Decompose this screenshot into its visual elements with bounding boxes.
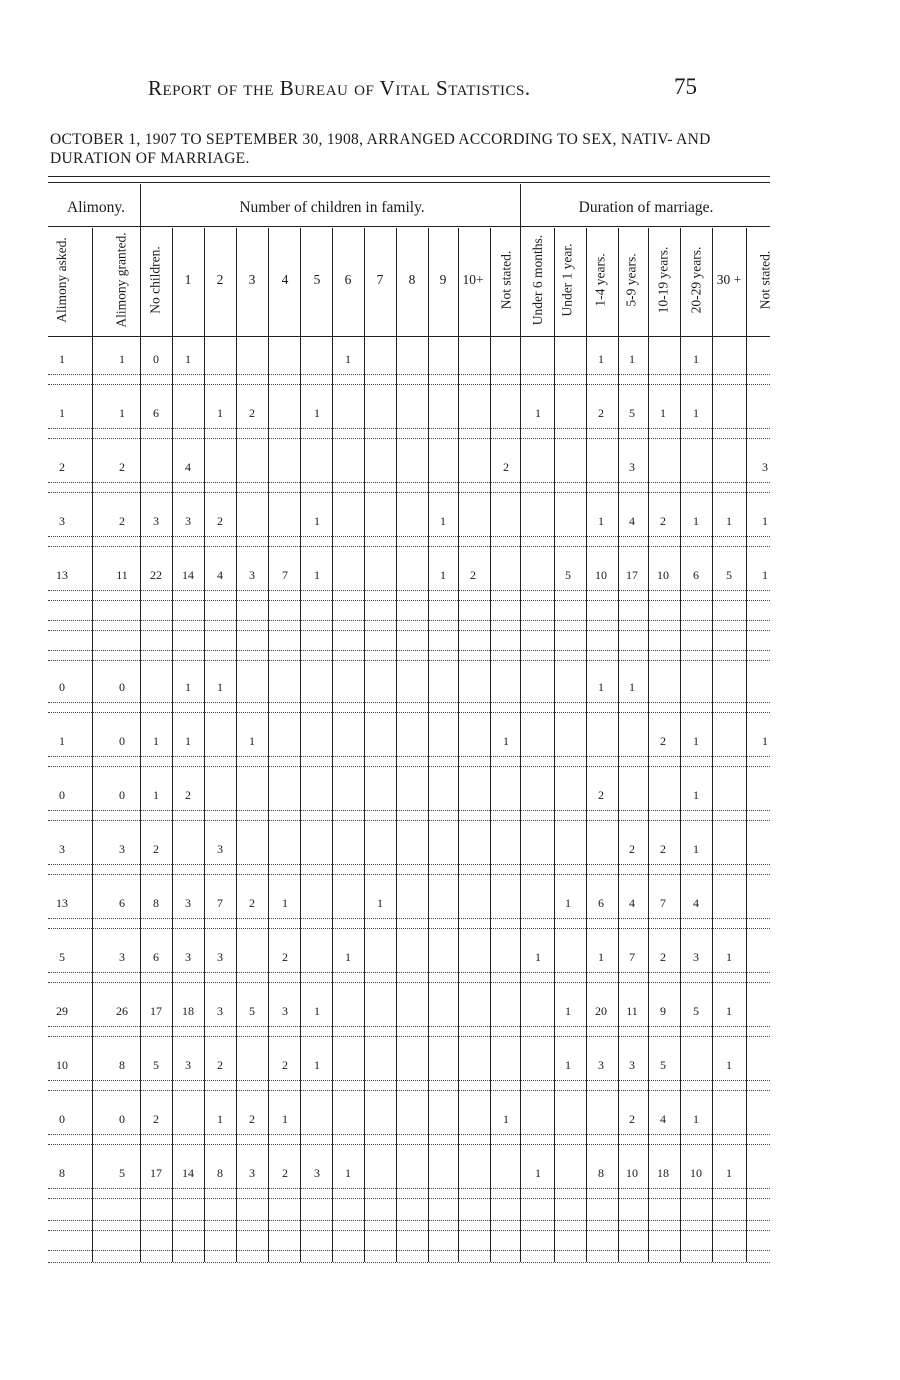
table-cell: 10 xyxy=(595,568,607,582)
table-cell: 6 xyxy=(598,896,604,910)
dotted-leader xyxy=(48,482,770,484)
dotted-leader xyxy=(48,874,770,876)
table-cell: 3 xyxy=(185,950,191,964)
table-cell: 1 xyxy=(282,1112,288,1126)
table-cell: 1 xyxy=(726,1058,732,1072)
group-head-duration: Duration of marriage. xyxy=(578,199,714,216)
column-header-label: 7 xyxy=(376,272,384,287)
table-cell: 5 xyxy=(726,568,732,582)
table-cell: 1 xyxy=(693,1112,699,1126)
table-cell: 2 xyxy=(217,514,223,528)
table-cell: 2 xyxy=(282,950,288,964)
dotted-leader xyxy=(48,384,770,386)
table-cell: 18 xyxy=(182,1004,194,1018)
table-cell: 2 xyxy=(153,842,159,856)
table-cell: 0 xyxy=(119,1112,125,1126)
table-cell: 3 xyxy=(153,514,159,528)
table-cell: 2 xyxy=(598,788,604,802)
table-cell: 2 xyxy=(217,1058,223,1072)
dotted-leader xyxy=(48,620,770,622)
table-cell: 17 xyxy=(626,568,638,582)
table-cell: 10 xyxy=(626,1166,638,1180)
table-cell: 10 xyxy=(690,1166,702,1180)
table-cell: 1 xyxy=(535,1166,541,1180)
table-cell: 14 xyxy=(182,1166,194,1180)
table-cell: 4 xyxy=(217,568,223,582)
column-header-label: No children. xyxy=(148,246,164,314)
column-header-label: 5-9 years. xyxy=(624,253,640,307)
page-number: 75 xyxy=(674,74,697,99)
table-cell: 7 xyxy=(660,896,666,910)
table-cell: 1 xyxy=(440,568,446,582)
table-cell: 22 xyxy=(150,568,162,582)
column-header-label: 4 xyxy=(281,272,289,287)
dotted-leader xyxy=(48,374,770,376)
table-cell: 3 xyxy=(762,460,768,474)
table-cell: 1 xyxy=(249,734,255,748)
table-cell: 4 xyxy=(185,460,191,474)
table-cell: 2 xyxy=(119,460,125,474)
dotted-leader xyxy=(48,1188,770,1190)
table-cell: 1 xyxy=(217,1112,223,1126)
dotted-leader xyxy=(48,928,770,930)
table-cell: 1 xyxy=(726,950,732,964)
table-cell: 2 xyxy=(282,1166,288,1180)
dotted-leader xyxy=(48,918,770,920)
group-head-children: Number of children in family. xyxy=(239,199,425,216)
table-cell: 2 xyxy=(282,1058,288,1072)
table-cell: 2 xyxy=(249,1112,255,1126)
table-cell: 0 xyxy=(119,680,125,694)
table-cell: 0 xyxy=(59,1112,65,1126)
table-cell: 1 xyxy=(314,568,320,582)
column-header-label: 6 xyxy=(344,272,352,287)
table-cell: 1 xyxy=(629,352,635,366)
table-cell: 13 xyxy=(56,568,68,582)
table-cell: 10 xyxy=(657,568,669,582)
table-cell: 5 xyxy=(629,406,635,420)
table-cell: 3 xyxy=(282,1004,288,1018)
table-cell: 7 xyxy=(629,950,635,964)
table-cell: 1 xyxy=(598,950,604,964)
table-cell: 5 xyxy=(119,1166,125,1180)
column-divider xyxy=(140,184,141,1262)
table-cell: 18 xyxy=(657,1166,669,1180)
table-cell: 3 xyxy=(185,1058,191,1072)
table-cell: 3 xyxy=(249,1166,255,1180)
dotted-leader xyxy=(48,536,770,538)
table-cell: 1 xyxy=(377,896,383,910)
table-cell: 4 xyxy=(660,1112,666,1126)
table-cell: 1 xyxy=(565,1058,571,1072)
column-header xyxy=(42,232,82,328)
column-header-label: Alimony asked. xyxy=(54,237,69,323)
column-header-label: 5 xyxy=(313,272,321,287)
table-cell: 1 xyxy=(598,680,604,694)
dotted-leader xyxy=(48,600,770,602)
table-cell: 1 xyxy=(440,514,446,528)
column-header-label: 8 xyxy=(408,272,416,287)
dotted-leader xyxy=(48,766,770,768)
table-cell: 0 xyxy=(153,352,159,366)
table-cell: 20 xyxy=(595,1004,607,1018)
table-cell: 6 xyxy=(153,406,159,420)
table-cell: 5 xyxy=(693,1004,699,1018)
table-cell: 7 xyxy=(282,568,288,582)
dotted-leader xyxy=(48,1220,770,1222)
dotted-leader xyxy=(48,428,770,430)
dotted-leader xyxy=(48,438,770,440)
table-cell: 1 xyxy=(693,788,699,802)
table-cell: 2 xyxy=(249,896,255,910)
column-header-label: Not stated. xyxy=(757,250,772,310)
dotted-leader xyxy=(48,820,770,822)
table-cell: 1 xyxy=(726,1004,732,1018)
group-underline xyxy=(48,226,770,227)
column-header-label: 1-4 years. xyxy=(593,253,609,307)
dotted-leader xyxy=(48,756,770,758)
table-cell: 6 xyxy=(693,568,699,582)
table-cell: 0 xyxy=(119,734,125,748)
dotted-leader xyxy=(48,982,770,984)
table-cell: 6 xyxy=(119,896,125,910)
table-cell: 1 xyxy=(762,514,768,528)
table-cell: 3 xyxy=(185,896,191,910)
table-cell: 4 xyxy=(693,896,699,910)
table-cell: 1 xyxy=(598,352,604,366)
group-head-alimony: Alimony. xyxy=(67,199,125,216)
table-cell: 2 xyxy=(660,734,666,748)
table-cell: 3 xyxy=(249,568,255,582)
dotted-leader xyxy=(48,650,770,652)
table-cell: 1 xyxy=(565,1004,571,1018)
table-cell: 2 xyxy=(629,842,635,856)
table-cell: 1 xyxy=(660,406,666,420)
table-cell: 29 xyxy=(56,1004,68,1018)
dotted-leader xyxy=(48,1230,770,1232)
table-cell: 2 xyxy=(119,514,125,528)
table-cell: 1 xyxy=(503,734,509,748)
table-cell: 1 xyxy=(217,680,223,694)
table-cell: 2 xyxy=(660,950,666,964)
dotted-leader xyxy=(48,1198,770,1200)
column-header-label: 30 + xyxy=(716,272,742,287)
dotted-leader xyxy=(48,630,770,632)
table-cell: 1 xyxy=(185,352,191,366)
dotted-leader xyxy=(48,1036,770,1038)
table-cell: 3 xyxy=(629,1058,635,1072)
table-cell: 1 xyxy=(565,896,571,910)
table-cell: 3 xyxy=(59,514,65,528)
table-cell: 17 xyxy=(150,1166,162,1180)
table-cell: 11 xyxy=(626,1004,638,1018)
table-cell: 2 xyxy=(660,514,666,528)
table-caption: OCTOBER 1, 1907 TO SEPTEMBER 30, 1908, ARRANGED ACCORDING TO SEX, NATIV- AND DURATION OF MARRIAGE. xyxy=(50,131,711,167)
table-cell: 1 xyxy=(762,568,768,582)
table-cell: 1 xyxy=(314,1004,320,1018)
dotted-leader xyxy=(48,1090,770,1092)
table-cell: 1 xyxy=(59,406,65,420)
table-cell: 5 xyxy=(59,950,65,964)
column-header-label: Under 1 year. xyxy=(560,243,576,317)
table-cell: 1 xyxy=(345,950,351,964)
table-cell: 1 xyxy=(693,734,699,748)
dotted-leader xyxy=(48,492,770,494)
column-header-label: 9 xyxy=(439,272,447,287)
dotted-leader xyxy=(48,1026,770,1028)
dotted-leader xyxy=(48,712,770,714)
table-cell: 1 xyxy=(345,352,351,366)
table-cell: 4 xyxy=(629,896,635,910)
table-cell: 1 xyxy=(314,514,320,528)
table-cell: 1 xyxy=(535,950,541,964)
table-cell: 5 xyxy=(660,1058,666,1072)
table-cell: 2 xyxy=(153,1112,159,1126)
table-cell: 3 xyxy=(217,950,223,964)
table-cell: 13 xyxy=(56,896,68,910)
dotted-leader xyxy=(48,1250,770,1252)
table-cell: 8 xyxy=(598,1166,604,1180)
table-cell: 4 xyxy=(629,514,635,528)
table-cell: 8 xyxy=(119,1058,125,1072)
table-cell: 1 xyxy=(693,514,699,528)
table-cell: 1 xyxy=(693,406,699,420)
table-cell: 17 xyxy=(150,1004,162,1018)
column-divider xyxy=(520,184,521,1262)
table-cell: 0 xyxy=(59,788,65,802)
dotted-leader xyxy=(48,1262,770,1264)
table-cell: 1 xyxy=(314,1058,320,1072)
dotted-leader xyxy=(48,1144,770,1146)
table-cell: 1 xyxy=(598,514,604,528)
dotted-leader xyxy=(48,660,770,662)
header-bottom-rule xyxy=(48,336,770,337)
table-cell: 8 xyxy=(153,896,159,910)
table-cell: 3 xyxy=(217,1004,223,1018)
table-cell: 1 xyxy=(503,1112,509,1126)
table-cell: 1 xyxy=(59,352,65,366)
table-cell: 7 xyxy=(217,896,223,910)
table-cell: 2 xyxy=(249,406,255,420)
table-cell: 3 xyxy=(693,950,699,964)
dotted-leader xyxy=(48,590,770,592)
running-head: Report of the Bureau of Vital Statistics. xyxy=(148,76,531,100)
table-cell: 1 xyxy=(59,734,65,748)
column-header-label: Under 6 months. xyxy=(530,234,545,326)
table-cell: 2 xyxy=(470,568,476,582)
table-cell: 1 xyxy=(185,680,191,694)
table-cell: 3 xyxy=(59,842,65,856)
column-header-label: 10-19 years. xyxy=(655,246,671,314)
column-header-label: 10+ xyxy=(462,272,484,287)
table-cell: 0 xyxy=(59,680,65,694)
column-header xyxy=(745,232,785,328)
table-cell: 2 xyxy=(59,460,65,474)
table-cell: 1 xyxy=(693,842,699,856)
table-cell: 1 xyxy=(153,788,159,802)
table-cell: 5 xyxy=(249,1004,255,1018)
column-header xyxy=(709,232,749,328)
table-cell: 1 xyxy=(345,1166,351,1180)
table-cell: 2 xyxy=(629,1112,635,1126)
column-header-label: Not stated. xyxy=(498,250,513,310)
dotted-leader xyxy=(48,864,770,866)
table-cell: 1 xyxy=(119,352,125,366)
table-cell: 3 xyxy=(119,950,125,964)
table-cell: 3 xyxy=(119,842,125,856)
table-cell: 1 xyxy=(726,514,732,528)
table-cell: 2 xyxy=(598,406,604,420)
table-cell: 1 xyxy=(693,352,699,366)
table-cell: 8 xyxy=(59,1166,65,1180)
table-cell: 0 xyxy=(119,788,125,802)
dotted-leader xyxy=(48,810,770,812)
table-cell: 5 xyxy=(153,1058,159,1072)
table-cell: 11 xyxy=(116,568,128,582)
table-cell: 1 xyxy=(153,734,159,748)
table-cell: 6 xyxy=(153,950,159,964)
column-header-label: Alimony granted. xyxy=(114,232,130,328)
table-cell: 8 xyxy=(217,1166,223,1180)
table-cell: 3 xyxy=(185,514,191,528)
column-header-label: 1 xyxy=(184,272,192,287)
table-cell: 3 xyxy=(217,842,223,856)
table-cell: 1 xyxy=(314,406,320,420)
column-header-label: 3 xyxy=(248,272,256,287)
table-cell: 3 xyxy=(629,460,635,474)
table-cell: 2 xyxy=(660,842,666,856)
table-cell: 1 xyxy=(282,896,288,910)
top-double-rule xyxy=(48,176,770,183)
column-header-label: 2 xyxy=(216,272,224,287)
column-header-label: 20-29 years. xyxy=(688,246,704,314)
table-cell: 3 xyxy=(314,1166,320,1180)
table-cell: 9 xyxy=(660,1004,666,1018)
table-cell: 1 xyxy=(119,406,125,420)
table-cell: 1 xyxy=(726,1166,732,1180)
table-cell: 1 xyxy=(217,406,223,420)
dotted-leader xyxy=(48,546,770,548)
dotted-leader xyxy=(48,972,770,974)
table-cell: 5 xyxy=(565,568,571,582)
table-cell: 2 xyxy=(185,788,191,802)
table-cell: 2 xyxy=(503,460,509,474)
table-cell: 1 xyxy=(762,734,768,748)
dotted-leader xyxy=(48,1080,770,1082)
dotted-leader xyxy=(48,1134,770,1136)
table-cell: 14 xyxy=(182,568,194,582)
table-cell: 10 xyxy=(56,1058,68,1072)
table-cell: 26 xyxy=(116,1004,128,1018)
dotted-leader xyxy=(48,702,770,704)
table-cell: 1 xyxy=(629,680,635,694)
table-cell: 3 xyxy=(598,1058,604,1072)
table-cell: 1 xyxy=(535,406,541,420)
table-cell: 1 xyxy=(185,734,191,748)
